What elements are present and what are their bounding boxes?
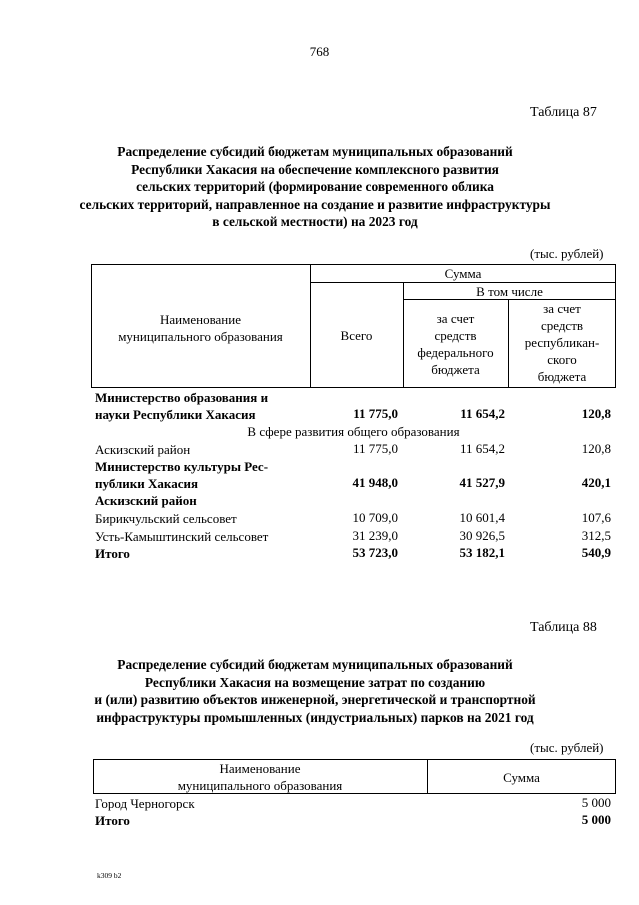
row-total: Итого <box>95 546 130 561</box>
table-88-label: Таблица 88 <box>530 620 597 635</box>
section-general-education: В сфере развития общего образования <box>247 424 460 439</box>
cell-federal: 30 926,5 <box>459 528 505 543</box>
cell-federal: 41 527,9 <box>459 475 505 490</box>
cell-total: 11 775,0 <box>353 406 398 421</box>
row-askiz-district: Аскизский район <box>95 442 191 457</box>
cell-republic: 107,6 <box>581 510 611 525</box>
table-88-unit: (тыс. рублей) <box>530 740 604 755</box>
cell-total: 10 709,0 <box>352 510 398 525</box>
page-number: 768 <box>309 44 330 59</box>
cell-federal: 53 182,1 <box>459 545 505 560</box>
cell-total: 53 723,0 <box>352 545 398 560</box>
header-federal: за счет средств федерального бюджета <box>417 311 494 377</box>
table-87-label: Таблица 87 <box>530 105 597 120</box>
cell-republic: 120,8 <box>581 441 611 456</box>
header-sum: Сумма <box>503 770 540 785</box>
header-including: В том числе <box>476 284 543 299</box>
footer-code: k309 b2 <box>97 871 122 880</box>
cell-republic: 312,5 <box>581 528 611 543</box>
cell-sum: 5 000 <box>581 795 611 810</box>
cell-total: 31 239,0 <box>352 528 398 543</box>
cell-sum: 5 000 <box>581 812 611 827</box>
cell-federal: 11 654,2 <box>459 441 505 456</box>
header-name-column: Наименование муниципального образования <box>118 312 283 344</box>
cell-federal: 11 654,2 <box>460 406 505 421</box>
row-askiz-district-heading: Аскизский район <box>95 493 197 508</box>
row-chernogorsk: Город Черногорск <box>95 796 195 811</box>
row-ministry-education: Министерство образования и науки Республики Хакасия <box>95 390 269 422</box>
header-name-column: Наименование муниципального образования <box>177 761 343 793</box>
table-87-title: Распределение субсидий бюджетам муниципальных образований Республики Хакасия на обеспечение комплексного развития сельских территорий (формирование современного облика сельских территорий, направленное на создание и развитие инфраструктуры в сельской местности) на 2023 год <box>79 144 551 229</box>
cell-federal: 10 601,4 <box>459 510 505 525</box>
row-birikchul: Бирикчульский сельсовет <box>95 511 237 526</box>
row-ministry-culture: Министерство культуры Рес- публики Хакасия <box>95 459 269 491</box>
header-sum: Сумма <box>444 266 482 281</box>
cell-republic: 120,8 <box>581 406 611 421</box>
row-total: Итого <box>95 813 130 828</box>
table-87-unit: (тыс. рублей) <box>530 246 604 261</box>
cell-total: 11 775,0 <box>352 441 398 456</box>
row-ust-kamyshta: Усть-Камыштинский сельсовет <box>95 529 269 544</box>
header-republic: за счет средств республикан- ского бюджета <box>524 301 600 384</box>
cell-republic: 420,1 <box>581 475 611 490</box>
header-total: Всего <box>340 328 373 343</box>
table-88-title: Распределение субсидий бюджетам муниципальных образований Республики Хакасия на возмещение затрат по созданию и (или) развитию объектов инженерной, энергетической и транспортной инфраструктуры промышленных (индустриальных) парков на 2021 год <box>94 657 536 725</box>
cell-total: 41 948,0 <box>352 475 398 490</box>
cell-republic: 540,9 <box>581 545 611 560</box>
